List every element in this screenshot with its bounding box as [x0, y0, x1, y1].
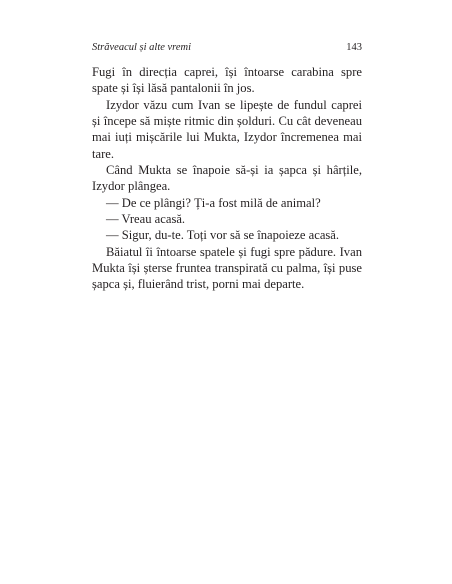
dialogue-line: — Vreau acasă. [106, 212, 186, 227]
paragraph: Fugi în direcția caprei, își întoarse carabina spre spate și își lăsă pantalonii în jos. [92, 65, 362, 96]
running-title: Străveacul și alte vremi [92, 42, 192, 53]
dialogue-line: — Sigur, du-te. Toți vor să se înapoieze acasă. [106, 228, 340, 243]
paragraph: Când Mukta se înapoie să-și ia șapca și hârțile, Izydor plângea. [92, 163, 362, 194]
body-text [92, 64, 362, 293]
paragraph: Băiatul îi întoarse spatele și fugi spre pădure. Ivan Mukta își șterse fruntea transpirată cu palma, își puse șapca și, fluierând trist, porni mai departe. [92, 244, 362, 292]
paragraph: Izydor văzu cum Ivan se lipește de fundul caprei și începe să miște ritmic din șolduri. Cu cât deveneau mai iuți mișcările lui Mukta, Izydor încremenea mai tare. [92, 97, 362, 161]
running-head [92, 40, 362, 56]
dialogue-line: — De ce plângi? Ți-a fost milă de animal? [106, 195, 321, 210]
page-number: 143 [346, 42, 362, 53]
